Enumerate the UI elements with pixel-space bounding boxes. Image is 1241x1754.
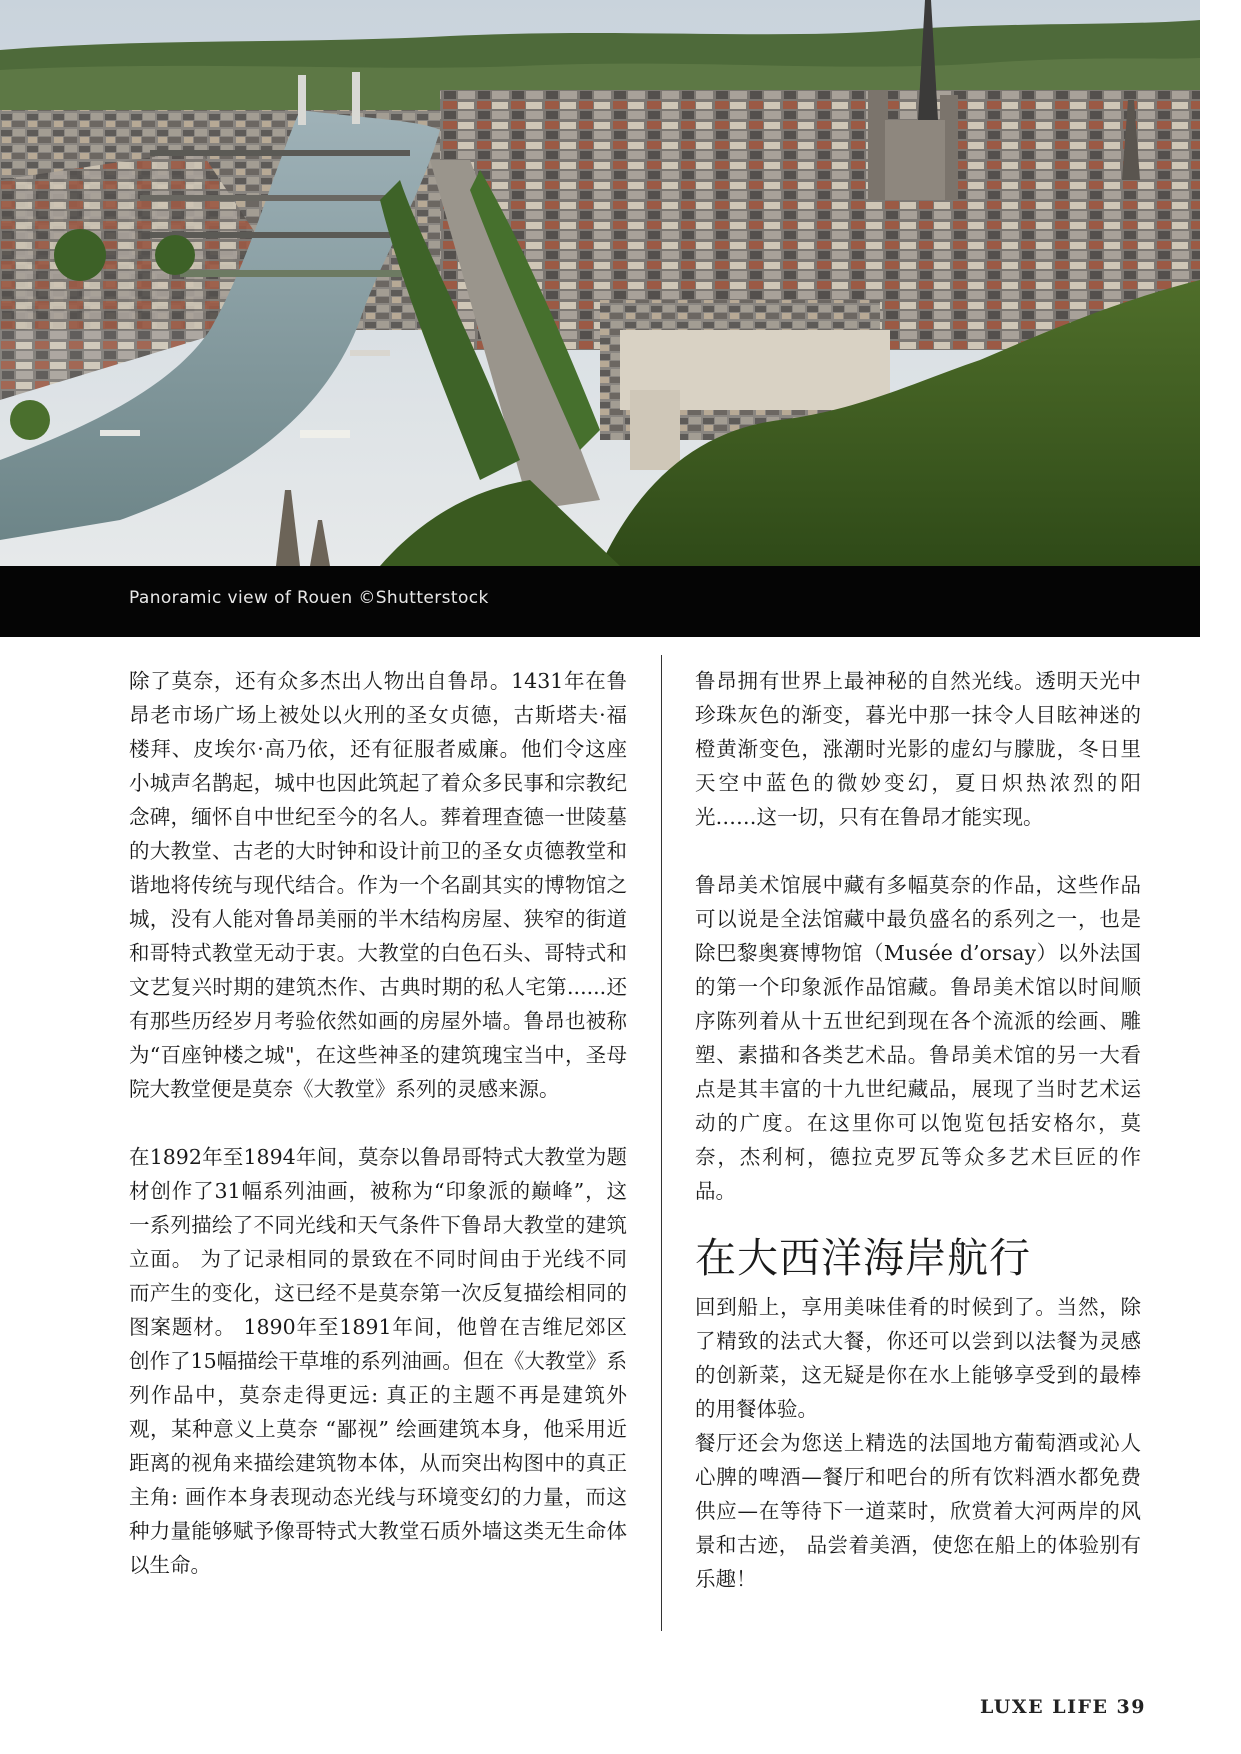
photo-caption-bar xyxy=(0,566,1200,637)
photo-caption: Panoramic view of Rouen ©Shutterstock xyxy=(129,588,489,608)
rouen-panorama-photo xyxy=(0,0,1200,566)
column-divider xyxy=(661,655,662,1631)
paragraph: 鲁昂拥有世界上最神秘的自然光线。透明天光中珍珠灰色的渐变，暮光中那一抹令人目眩神迷的橙黄渐变色，涨潮时光影的虚幻与朦胧，冬日里天空中蓝色的微妙变幻，夏日炽热浓烈的阳光……这一切，只有在鲁昂才能实现。 xyxy=(695,669,1141,829)
page-margin-strip xyxy=(1200,0,1241,637)
page-footer: LUXE LIFE 39 xyxy=(979,1696,1146,1718)
paragraph: 回到船上，享用美味佳肴的时候到了。当然，除了精致的法式大餐，你还可以尝到以法餐为灵感的创新菜，这无疑是你在水上能够享受到的最棒的用餐体验。 xyxy=(695,1295,1141,1421)
paragraph: 除了莫奈，还有众多杰出人物出自鲁昂。1431年在鲁昂老市场广场上被处以火刑的圣女贞德，古斯塔夫·福楼拜、皮埃尔·高乃依，还有征服者威廉。他们令这座小城声名鹊起，城中也因此筑起了着众多民事和宗教纪念碑，缅怀自中世纪至今的名人。葬着理查德一世陵墓的大教堂、古老的大时钟和设计前卫的圣女贞德教堂和谐地将传统与现代结合。作为一个名副其实的博物馆之城，没有人能对鲁昂美丽的半木结构房屋、狭窄的街道和哥特式教堂无动于衷。大教堂的白色石头、哥特式和文艺复兴时期的建筑杰作、古典时期的私人宅第......还有那些历经岁月考验依然如画的房屋外墙。鲁昂也被称为“百座钟楼之城"，在这些神圣的建筑瑰宝当中，圣母院大教堂便是莫奈《大教堂》系列的灵感来源。 xyxy=(129,669,627,1101)
left-column xyxy=(129,664,627,1582)
paragraph: 餐厅还会为您送上精选的法国地方葡萄酒或沁人心脾的啤酒—餐厅和吧台的所有饮料酒水都免费供应—在等待下一道菜时，欣赏着大河两岸的风景和古迹， 品尝着美酒，使您在船上的体验别有乐趣！ xyxy=(695,1431,1141,1591)
rouen-panorama-illustration xyxy=(0,0,1200,566)
right-column xyxy=(695,664,1141,1596)
section-heading: 在大西洋海岸航行 xyxy=(695,1234,1031,1282)
paragraph: 在1892年至1894年间，莫奈以鲁昂哥特式大教堂为题材创作了31幅系列油画，被称为“印象派的巅峰”，这一系列描绘了不同光线和天气条件下鲁昂大教堂的建筑立面。 为了记录相同的景致在不同时间由于光线不同而产生的变化，这已经不是莫奈第一次反复描绘相同的图案题材。 1890年至1891年间，他曾在吉维尼郊区创作了15幅描绘干草堆的系列油画。但在《大教堂》系列作品中，莫奈走得更远: 真正的主题不再是建筑外观，某种意义上莫奈 “鄙视” 绘画建筑本身，他采用近距离的视角来描绘建筑物本体，从而突出构图中的真正主角: 画作本身表现动态光线与环境变幻的力量，而这种力量能够赋予像哥特式大教堂石质外墙这类无生命体以生命。 xyxy=(129,1145,627,1577)
paragraph: 鲁昂美术馆展中藏有多幅莫奈的作品，这些作品可以说是全法馆藏中最负盛名的系列之一，也是除巴黎奥赛博物馆（Musée d’orsay）以外法国的第一个印象派作品馆藏。鲁昂美术馆以时间顺序陈列着从十五世纪到现在各个流派的绘画、雕塑、素描和各类艺术品。鲁昂美术馆的另一大看点是其丰富的十九世纪藏品，展现了当时艺术运动的广度。在这里你可以饱览包括安格尔，莫奈，杰利柯，德拉克罗瓦等众多艺术巨匠的作品。 xyxy=(695,873,1141,1203)
